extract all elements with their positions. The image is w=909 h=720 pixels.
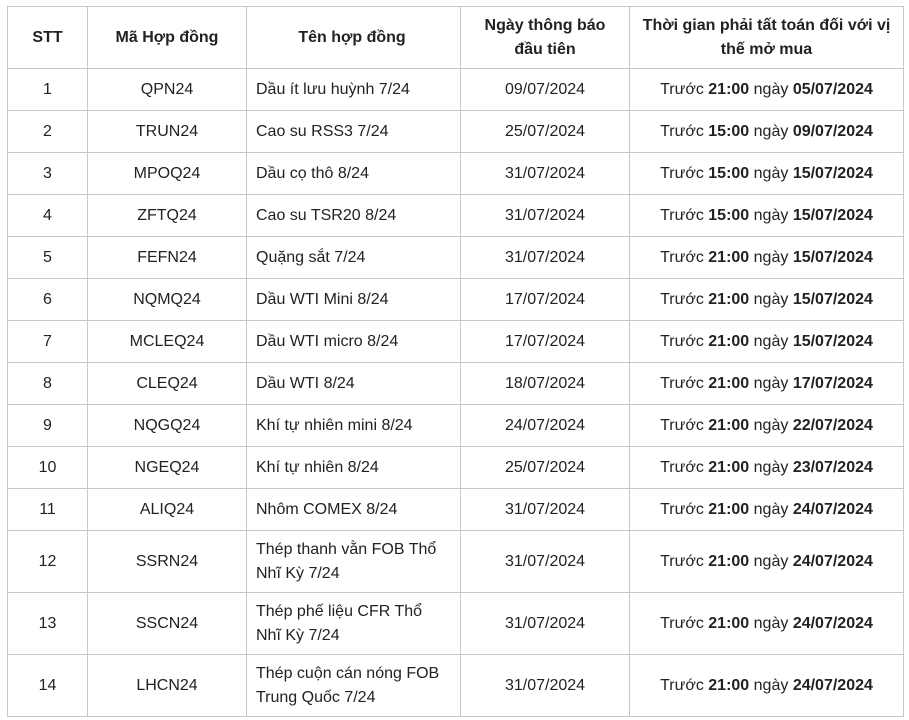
row-contract-name: Thép thanh vằn FOB Thổ Nhĩ Kỳ 7/24 <box>247 531 461 593</box>
table-row <box>8 237 904 279</box>
deadline-date: 15/07/2024 <box>792 332 873 350</box>
deadline-before-label: Trước <box>660 122 704 140</box>
row-first-notice-date: 31/07/2024 <box>461 531 630 593</box>
deadline-day-label: ngày <box>753 206 789 224</box>
row-stt: 6 <box>8 279 88 321</box>
table-body <box>8 69 904 717</box>
deadline-day-label: ngày <box>753 614 789 632</box>
header-row <box>8 7 904 69</box>
table-row <box>8 69 904 111</box>
deadline-before-label: Trước <box>660 164 704 182</box>
table-row <box>8 111 904 153</box>
deadline-day-label: ngày <box>753 164 789 182</box>
row-settlement-deadline <box>630 321 904 363</box>
deadline-day-label: ngày <box>753 248 789 266</box>
table-row <box>8 195 904 237</box>
deadline-date: 09/07/2024 <box>792 122 873 140</box>
row-contract-code: ALIQ24 <box>88 489 247 531</box>
row-settlement-deadline <box>630 593 904 655</box>
row-stt: 11 <box>8 489 88 531</box>
row-settlement-deadline <box>630 153 904 195</box>
row-contract-name: Dầu WTI 8/24 <box>247 363 461 405</box>
table-row <box>8 531 904 593</box>
deadline-before-label: Trước <box>660 332 704 350</box>
deadline-before-label: Trước <box>660 290 704 308</box>
deadline-date: 05/07/2024 <box>792 80 873 98</box>
deadline-date: 17/07/2024 <box>792 374 873 392</box>
deadline-before-label: Trước <box>660 614 704 632</box>
deadline-date: 24/07/2024 <box>792 676 873 694</box>
row-settlement-deadline <box>630 447 904 489</box>
row-first-notice-date: 31/07/2024 <box>461 237 630 279</box>
row-first-notice-date: 25/07/2024 <box>461 447 630 489</box>
header-settlement-deadline: Thời gian phải tất toán đối với vị thế mở mua <box>630 7 904 69</box>
row-first-notice-date: 09/07/2024 <box>461 69 630 111</box>
row-settlement-deadline <box>630 405 904 447</box>
deadline-day-label: ngày <box>753 374 789 392</box>
table-row <box>8 655 904 717</box>
deadline-time: 21:00 <box>708 416 750 434</box>
deadline-time: 21:00 <box>708 248 750 266</box>
row-contract-name: Dầu cọ thô 8/24 <box>247 153 461 195</box>
deadline-day-label: ngày <box>753 416 789 434</box>
deadline-before-label: Trước <box>660 676 704 694</box>
deadline-date: 15/07/2024 <box>792 206 873 224</box>
row-stt: 12 <box>8 531 88 593</box>
row-contract-code: FEFN24 <box>88 237 247 279</box>
row-contract-code: MPOQ24 <box>88 153 247 195</box>
deadline-time: 21:00 <box>708 374 750 392</box>
row-first-notice-date: 31/07/2024 <box>461 489 630 531</box>
deadline-before-label: Trước <box>660 552 704 570</box>
deadline-before-label: Trước <box>660 80 704 98</box>
deadline-date: 23/07/2024 <box>792 458 873 476</box>
row-first-notice-date: 17/07/2024 <box>461 279 630 321</box>
row-first-notice-date: 24/07/2024 <box>461 405 630 447</box>
row-stt: 5 <box>8 237 88 279</box>
deadline-day-label: ngày <box>753 500 789 518</box>
table-row <box>8 447 904 489</box>
row-contract-name: Dầu WTI micro 8/24 <box>247 321 461 363</box>
row-first-notice-date: 31/07/2024 <box>461 655 630 717</box>
row-contract-name: Quặng sắt 7/24 <box>247 237 461 279</box>
deadline-day-label: ngày <box>753 458 789 476</box>
row-contract-name: Dầu WTI Mini 8/24 <box>247 279 461 321</box>
deadline-day-label: ngày <box>753 80 789 98</box>
deadline-time: 21:00 <box>708 80 750 98</box>
row-contract-name: Khí tự nhiên 8/24 <box>247 447 461 489</box>
row-contract-name: Thép cuộn cán nóng FOB Trung Quốc 7/24 <box>247 655 461 717</box>
row-stt: 10 <box>8 447 88 489</box>
row-stt: 1 <box>8 69 88 111</box>
table-row <box>8 489 904 531</box>
deadline-date: 15/07/2024 <box>792 290 873 308</box>
deadline-before-label: Trước <box>660 206 704 224</box>
row-contract-code: TRUN24 <box>88 111 247 153</box>
row-settlement-deadline <box>630 363 904 405</box>
table-row <box>8 153 904 195</box>
header-stt: STT <box>8 7 88 69</box>
row-stt: 13 <box>8 593 88 655</box>
header-contract-name: Tên hợp đồng <box>247 7 461 69</box>
row-contract-code: LHCN24 <box>88 655 247 717</box>
deadline-time: 21:00 <box>708 458 750 476</box>
row-settlement-deadline <box>630 279 904 321</box>
deadline-time: 21:00 <box>708 290 750 308</box>
row-contract-code: NGEQ24 <box>88 447 247 489</box>
row-stt: 8 <box>8 363 88 405</box>
row-contract-code: CLEQ24 <box>88 363 247 405</box>
deadline-time: 15:00 <box>708 206 750 224</box>
deadline-date: 24/07/2024 <box>792 614 873 632</box>
contracts-table <box>7 6 904 717</box>
header-first-notice-date: Ngày thông báo đầu tiên <box>461 7 630 69</box>
row-settlement-deadline <box>630 489 904 531</box>
deadline-day-label: ngày <box>753 676 789 694</box>
row-first-notice-date: 18/07/2024 <box>461 363 630 405</box>
row-contract-name: Khí tự nhiên mini 8/24 <box>247 405 461 447</box>
row-stt: 14 <box>8 655 88 717</box>
deadline-before-label: Trước <box>660 248 704 266</box>
deadline-day-label: ngày <box>753 332 789 350</box>
table-row <box>8 279 904 321</box>
deadline-day-label: ngày <box>753 122 789 140</box>
row-contract-name: Thép phế liệu CFR Thổ Nhĩ Kỳ 7/24 <box>247 593 461 655</box>
row-settlement-deadline <box>630 237 904 279</box>
deadline-day-label: ngày <box>753 290 789 308</box>
deadline-date: 24/07/2024 <box>792 500 873 518</box>
table-header <box>8 7 904 69</box>
row-settlement-deadline <box>630 195 904 237</box>
deadline-time: 15:00 <box>708 122 750 140</box>
row-stt: 7 <box>8 321 88 363</box>
deadline-date: 22/07/2024 <box>792 416 873 434</box>
deadline-time: 21:00 <box>708 676 750 694</box>
deadline-time: 21:00 <box>708 552 750 570</box>
deadline-time: 15:00 <box>708 164 750 182</box>
row-settlement-deadline <box>630 69 904 111</box>
row-stt: 9 <box>8 405 88 447</box>
row-stt: 2 <box>8 111 88 153</box>
row-first-notice-date: 17/07/2024 <box>461 321 630 363</box>
deadline-date: 15/07/2024 <box>792 164 873 182</box>
table-row <box>8 593 904 655</box>
table-row <box>8 363 904 405</box>
deadline-day-label: ngày <box>753 552 789 570</box>
row-contract-name: Nhôm COMEX 8/24 <box>247 489 461 531</box>
table-row <box>8 405 904 447</box>
row-first-notice-date: 31/07/2024 <box>461 153 630 195</box>
deadline-before-label: Trước <box>660 416 704 434</box>
row-contract-code: QPN24 <box>88 69 247 111</box>
row-first-notice-date: 31/07/2024 <box>461 593 630 655</box>
row-contract-code: NQGQ24 <box>88 405 247 447</box>
row-stt: 3 <box>8 153 88 195</box>
row-contract-name: Cao su RSS3 7/24 <box>247 111 461 153</box>
deadline-time: 21:00 <box>708 500 750 518</box>
row-contract-name: Dầu ít lưu huỳnh 7/24 <box>247 69 461 111</box>
row-first-notice-date: 31/07/2024 <box>461 195 630 237</box>
row-first-notice-date: 25/07/2024 <box>461 111 630 153</box>
row-contract-code: NQMQ24 <box>88 279 247 321</box>
row-contract-code: ZFTQ24 <box>88 195 247 237</box>
row-contract-code: MCLEQ24 <box>88 321 247 363</box>
row-contract-name: Cao su TSR20 8/24 <box>247 195 461 237</box>
row-settlement-deadline <box>630 111 904 153</box>
table-row <box>8 321 904 363</box>
deadline-time: 21:00 <box>708 332 750 350</box>
deadline-before-label: Trước <box>660 374 704 392</box>
row-settlement-deadline <box>630 531 904 593</box>
deadline-date: 24/07/2024 <box>792 552 873 570</box>
header-contract-code: Mã Hợp đồng <box>88 7 247 69</box>
row-contract-code: SSCN24 <box>88 593 247 655</box>
row-stt: 4 <box>8 195 88 237</box>
deadline-time: 21:00 <box>708 614 750 632</box>
row-settlement-deadline <box>630 655 904 717</box>
deadline-date: 15/07/2024 <box>792 248 873 266</box>
row-contract-code: SSRN24 <box>88 531 247 593</box>
deadline-before-label: Trước <box>660 458 704 476</box>
deadline-before-label: Trước <box>660 500 704 518</box>
